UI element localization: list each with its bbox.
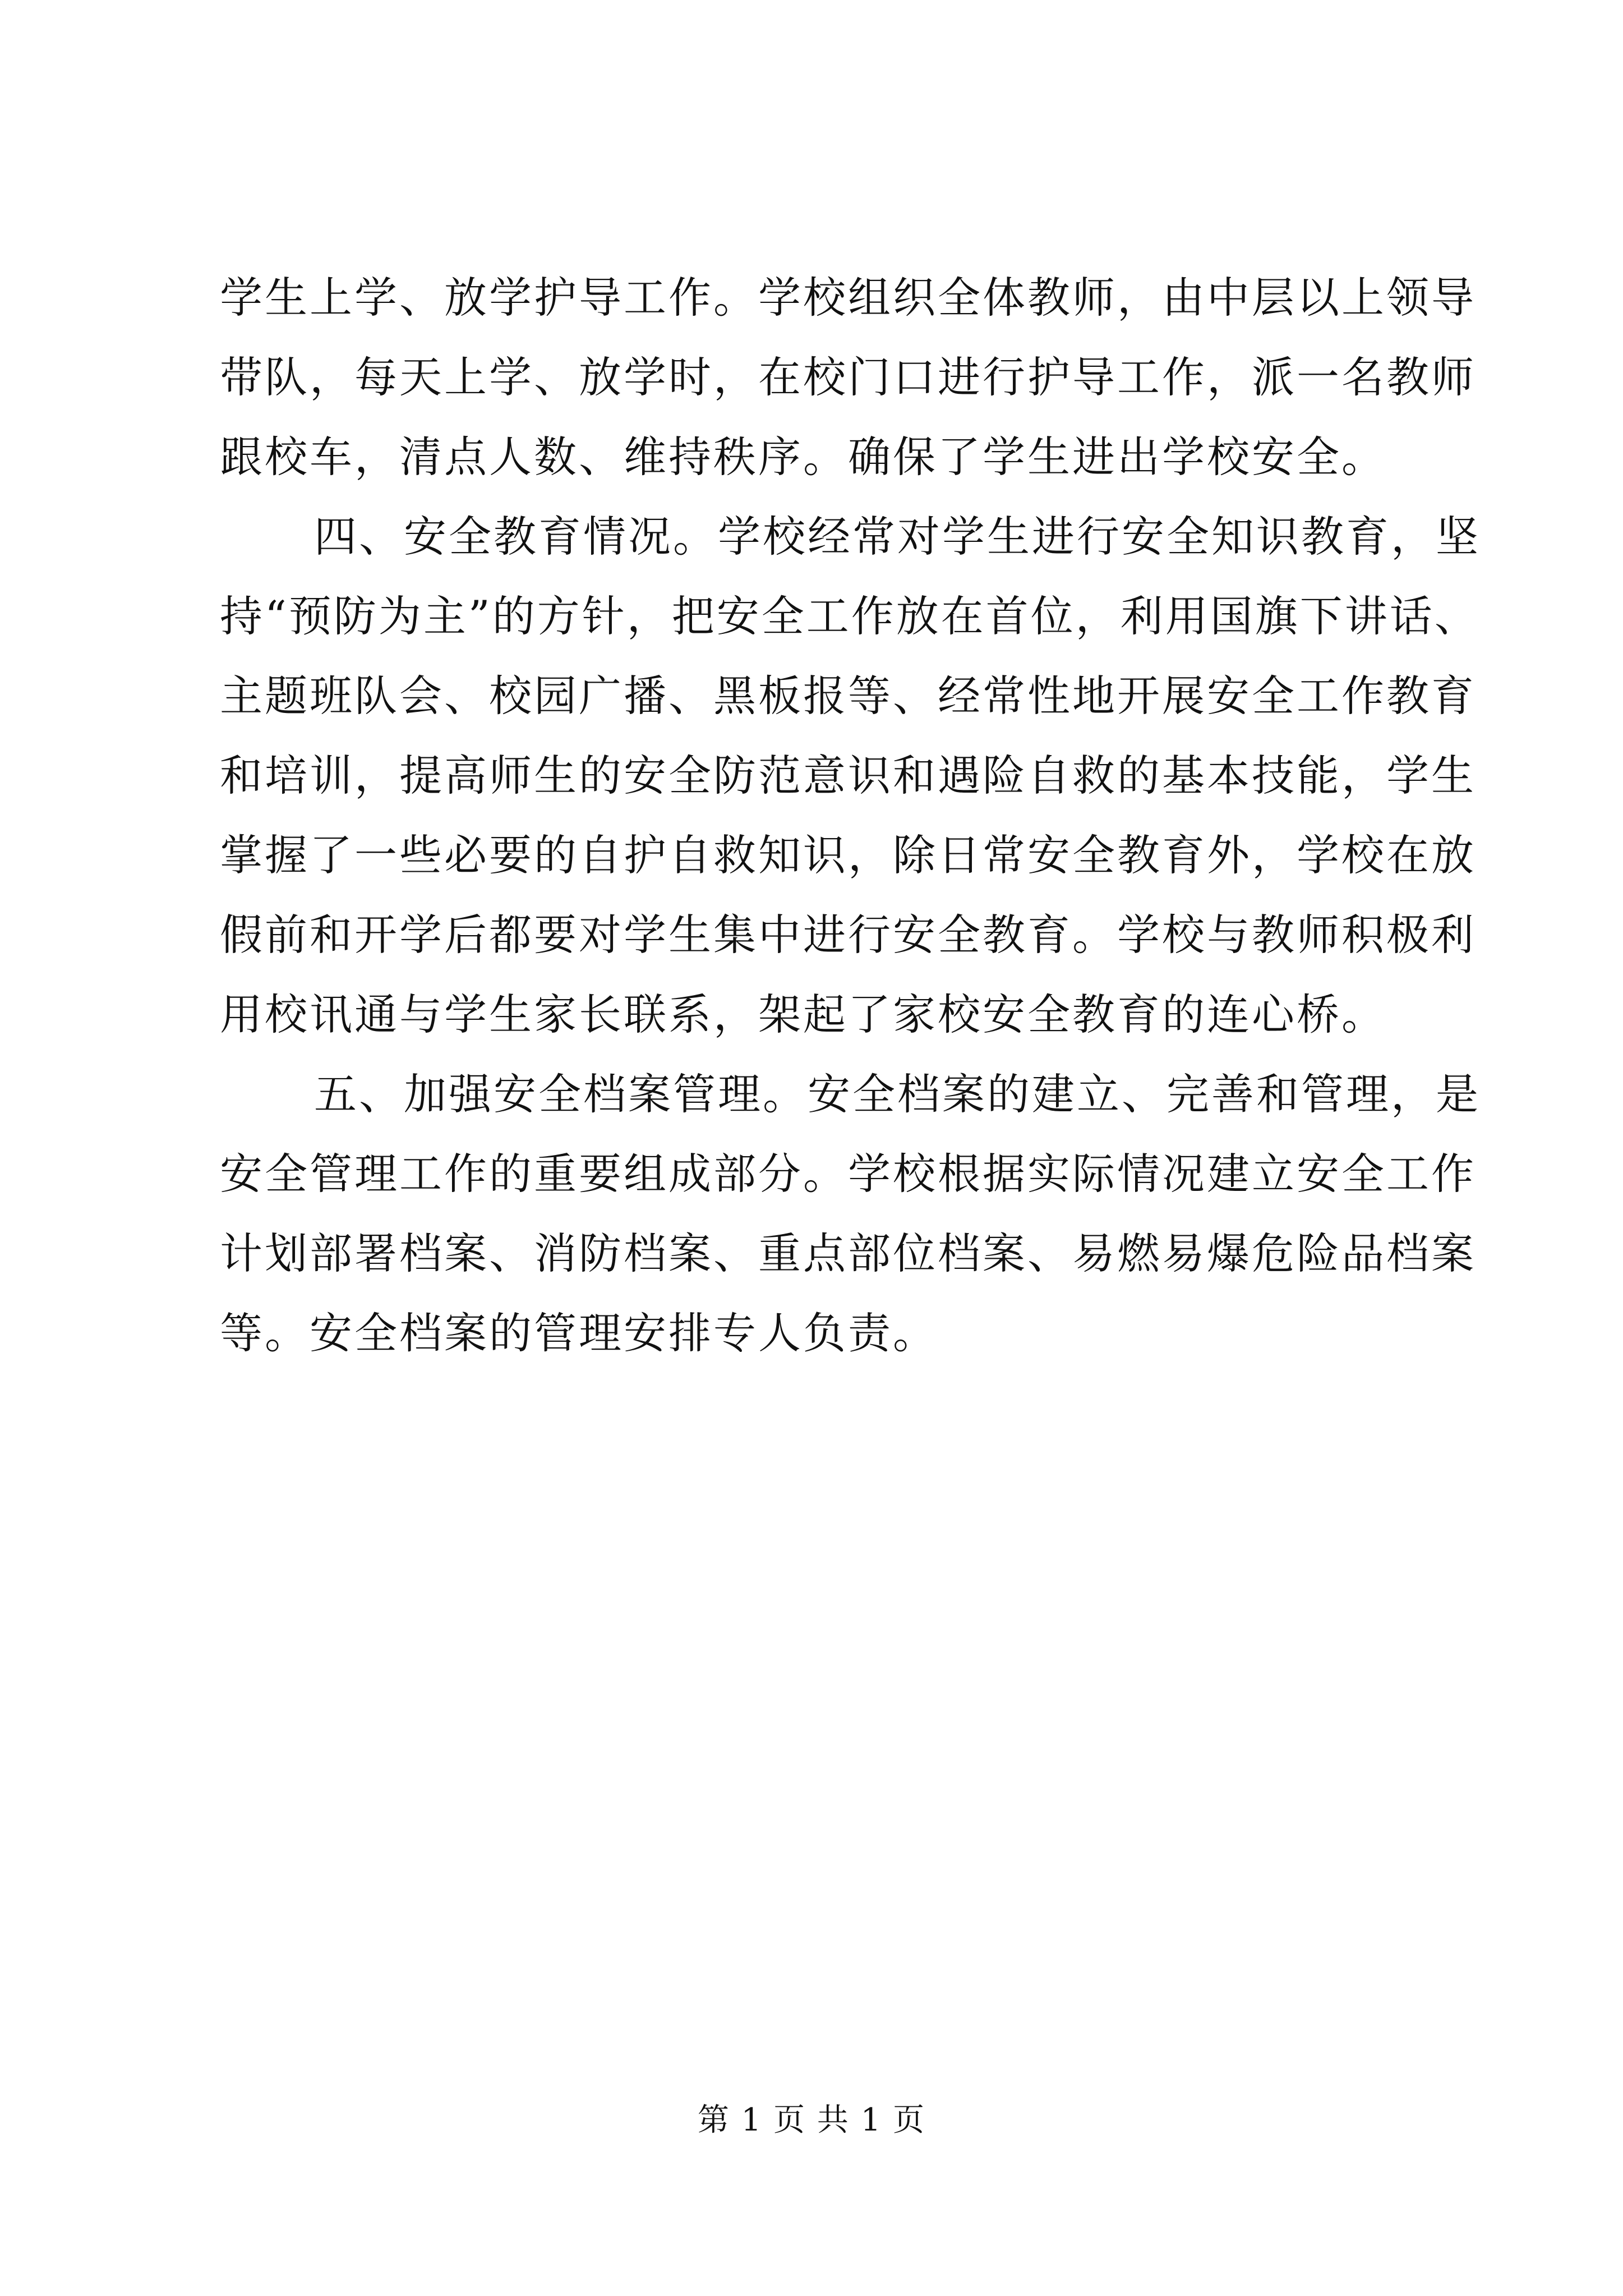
paragraph-3-line-2: 安全管理工作的重要组成部分。学校根据实际情况建立安全工作 <box>220 1149 1476 1199</box>
paragraph-2-line-3: 主题班队会、校园广播、黑板报等、经常性地开展安全工作教育 <box>220 671 1476 721</box>
paragraph-2-line-2: 持“预防为主”的方针，把安全工作放在首位，利用国旗下讲话、 <box>220 591 1479 641</box>
paragraph-3-line-4: 等。安全档案的管理安排专人负责。 <box>220 1308 938 1358</box>
paragraph-2-line-1: 四、安全教育情况。学校经常对学生进行安全知识教育，坚 <box>314 512 1481 562</box>
paragraph-1 <box>220 258 1476 497</box>
paragraph-2 <box>220 497 1481 1055</box>
paragraph-3-line-1: 五、加强安全档案管理。安全档案的建立、完善和管理，是 <box>314 1069 1481 1119</box>
paragraph-2-line-7: 用校讯通与学生家长联系，架起了家校安全教育的连心桥。 <box>220 990 1386 1039</box>
document-body <box>220 258 1481 1373</box>
paragraph-2-line-6: 假前和开学后都要对学生集中进行安全教育。学校与教师积极利 <box>220 910 1476 960</box>
paragraph-1-line-3: 跟校车，清点人数、维持秩序。确保了学生进出学校安全。 <box>220 432 1386 482</box>
page-number-label: 第 1 页 共 1 页 <box>697 2102 926 2138</box>
paragraph-2-line-5: 掌握了一些必要的自护自救知识，除日常安全教育外，学校在放 <box>220 830 1476 880</box>
paragraph-3-line-3: 计划部署档案、消防档案、重点部位档案、易燃易爆危险品档案 <box>220 1228 1476 1278</box>
page-footer <box>0 2098 1623 2143</box>
paragraph-1-line-1: 学生上学、放学护导工作。学校组织全体教师，由中层以上领导 <box>220 273 1476 323</box>
paragraph-3 <box>220 1055 1481 1373</box>
paragraph-2-line-4: 和培训，提高师生的安全防范意识和遇险自救的基本技能，学生 <box>220 751 1476 800</box>
paragraph-1-line-2: 带队，每天上学、放学时，在校门口进行护导工作，派一名教师 <box>220 352 1476 402</box>
